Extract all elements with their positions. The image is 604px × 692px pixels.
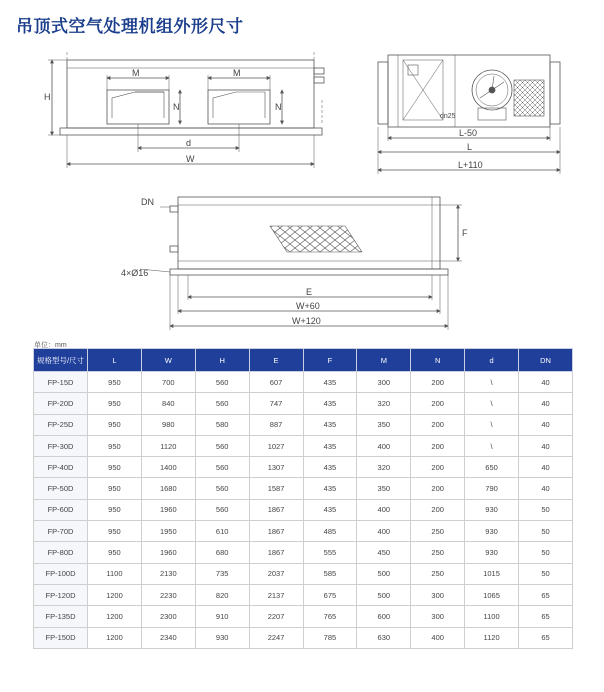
l-minus-50-label: L-50 [459,128,478,138]
table-cell: 435 [303,478,357,499]
table-cell: 765 [303,606,357,627]
table-row [34,627,573,648]
header-model: 规格型号/尺寸 [34,349,88,372]
d-dim-label: d [186,138,192,148]
model-cell: FP-100D [34,563,88,584]
header-h: H [195,349,249,372]
table-cell: 350 [357,414,411,435]
w-plus-60-label: W+60 [296,301,320,311]
table-cell: 1307 [249,457,303,478]
table-cell: 250 [411,521,465,542]
spec-table [33,348,573,649]
side-view [378,55,560,174]
table-cell: 1100 [465,606,519,627]
table-cell: 350 [357,478,411,499]
table-cell: 300 [411,584,465,605]
table-cell: 435 [303,414,357,435]
table-row [34,521,573,542]
unit-label: 单位：mm [34,342,67,349]
table-cell: 580 [195,414,249,435]
table-cell: 320 [357,457,411,478]
table-cell: 610 [195,521,249,542]
table-cell: 560 [195,499,249,520]
header-f: F [303,349,357,372]
table-cell: 2340 [141,627,195,648]
model-cell: FP-80D [34,542,88,563]
table-cell: 2230 [141,584,195,605]
table-cell: 1027 [249,435,303,456]
table-cell: 400 [357,499,411,520]
header-n: N [411,349,465,372]
table-cell: 930 [465,542,519,563]
table-cell: 560 [195,478,249,499]
table-cell: 820 [195,584,249,605]
table-cell: 500 [357,584,411,605]
table-cell: 40 [519,414,573,435]
table-cell: 2037 [249,563,303,584]
model-cell: FP-15D [34,372,88,393]
table-cell: 450 [357,542,411,563]
n-dim-label-2: N [275,102,282,112]
table-cell: 560 [195,372,249,393]
header-m: M [357,349,411,372]
model-cell: FP-25D [34,414,88,435]
model-cell: FP-40D [34,457,88,478]
table-cell: 950 [88,499,142,520]
dn25-label: dn25 [440,113,456,120]
table-cell: \ [465,372,519,393]
table-cell: 1960 [141,542,195,563]
table-cell: 2247 [249,627,303,648]
table-cell: 200 [411,478,465,499]
dimension-drawings [0,0,604,340]
table-cell: 200 [411,435,465,456]
table-row [34,584,573,605]
model-cell: FP-30D [34,435,88,456]
table-cell: 1950 [141,521,195,542]
f-dim-label: F [462,228,468,238]
table-cell: 560 [195,393,249,414]
table-cell: 65 [519,584,573,605]
table-cell: 500 [357,563,411,584]
model-cell: FP-135D [34,606,88,627]
table-cell: 2207 [249,606,303,627]
table-cell: 930 [465,521,519,542]
table-cell: 790 [465,478,519,499]
table-cell: 50 [519,499,573,520]
table-header-row [34,349,573,372]
table-cell: 930 [195,627,249,648]
table-row [34,414,573,435]
table-cell: 400 [411,627,465,648]
table-cell: 585 [303,563,357,584]
table-cell: 950 [88,414,142,435]
table-cell: 980 [141,414,195,435]
table-cell: 1960 [141,499,195,520]
table-cell: 40 [519,457,573,478]
table-cell: 65 [519,627,573,648]
table-cell: 1100 [88,563,142,584]
table-cell: 950 [88,478,142,499]
table-row [34,606,573,627]
table-cell: 435 [303,435,357,456]
table-row [34,499,573,520]
table-cell: 950 [88,435,142,456]
table-row [34,563,573,584]
table-cell: 250 [411,563,465,584]
table-cell: 300 [357,372,411,393]
model-cell: FP-60D [34,499,88,520]
table-cell: 1200 [88,606,142,627]
table-cell: 950 [88,372,142,393]
table-cell: 200 [411,457,465,478]
table-cell: 950 [88,457,142,478]
table-cell: 607 [249,372,303,393]
table-cell: 300 [411,606,465,627]
table-body [34,372,573,649]
table-row [34,457,573,478]
table-cell: 50 [519,563,573,584]
header-l: L [88,349,142,372]
table-cell: 200 [411,414,465,435]
table-cell: 200 [411,499,465,520]
table-cell: 1200 [88,627,142,648]
table-row [34,393,573,414]
table-cell: 930 [465,499,519,520]
model-cell: FP-120D [34,584,88,605]
header-dn: DN [519,349,573,372]
table-cell: 200 [411,372,465,393]
table-row [34,478,573,499]
table-cell: \ [465,393,519,414]
table-cell: 950 [88,393,142,414]
table-cell: \ [465,435,519,456]
table-cell: 65 [519,606,573,627]
table-cell: 950 [88,521,142,542]
m-dim-label-1: M [132,68,140,78]
l-plus-110-label: L+110 [458,160,483,170]
table-cell: 2300 [141,606,195,627]
table-cell: 675 [303,584,357,605]
table-cell: 560 [195,435,249,456]
table-cell: 887 [249,414,303,435]
table-cell: 1867 [249,499,303,520]
table-cell: 1065 [465,584,519,605]
table-cell: 1120 [141,435,195,456]
table-cell: 785 [303,627,357,648]
front-view [48,50,324,168]
table-cell: 2130 [141,563,195,584]
holes-label: 4×Ø16 [121,268,149,278]
table-cell: 50 [519,542,573,563]
table-cell: 680 [195,542,249,563]
table-cell: 1200 [88,584,142,605]
table-cell: 735 [195,563,249,584]
page-title: 吊顶式空气处理机组外形尺寸 [16,17,244,37]
header-d: d [465,349,519,372]
table-cell: 1587 [249,478,303,499]
table-cell: 555 [303,542,357,563]
table-cell: 2137 [249,584,303,605]
table-cell: 200 [411,393,465,414]
table-cell: 1680 [141,478,195,499]
table-cell: 747 [249,393,303,414]
table-cell: 840 [141,393,195,414]
h-dim-label: H [44,92,51,102]
table-cell: 1120 [465,627,519,648]
table-row [34,542,573,563]
table-cell: 435 [303,393,357,414]
table-cell: 435 [303,457,357,478]
table-cell: 650 [465,457,519,478]
header-e: E [249,349,303,372]
table-cell: 250 [411,542,465,563]
table-row [34,372,573,393]
m-dim-label-2: M [233,68,241,78]
table-cell: 485 [303,521,357,542]
table-cell: 600 [357,606,411,627]
table-cell: 320 [357,393,411,414]
table-cell: 435 [303,372,357,393]
header-w: W [141,349,195,372]
dn-label: DN [141,197,154,207]
table-cell: 950 [88,542,142,563]
model-cell: FP-150D [34,627,88,648]
table-cell: 910 [195,606,249,627]
table-cell: 40 [519,435,573,456]
table-cell: 1867 [249,542,303,563]
l-label: L [467,142,473,152]
table-cell: 630 [357,627,411,648]
table-cell: 700 [141,372,195,393]
e-dim-label: E [306,287,313,297]
table-cell: 50 [519,521,573,542]
table-cell: 40 [519,478,573,499]
table-cell: 40 [519,393,573,414]
table-row [34,435,573,456]
model-cell: FP-20D [34,393,88,414]
table-cell: 400 [357,435,411,456]
table-cell: 400 [357,521,411,542]
table-cell: 1867 [249,521,303,542]
model-cell: FP-70D [34,521,88,542]
model-cell: FP-50D [34,478,88,499]
table-cell: 560 [195,457,249,478]
table-cell: 1400 [141,457,195,478]
n-dim-label-1: N [173,102,180,112]
table-cell: 435 [303,499,357,520]
w-dim-label: W [186,154,195,164]
table-cell: \ [465,414,519,435]
table-cell: 40 [519,372,573,393]
w-plus-120-label: W+120 [292,316,321,326]
table-cell: 1015 [465,563,519,584]
